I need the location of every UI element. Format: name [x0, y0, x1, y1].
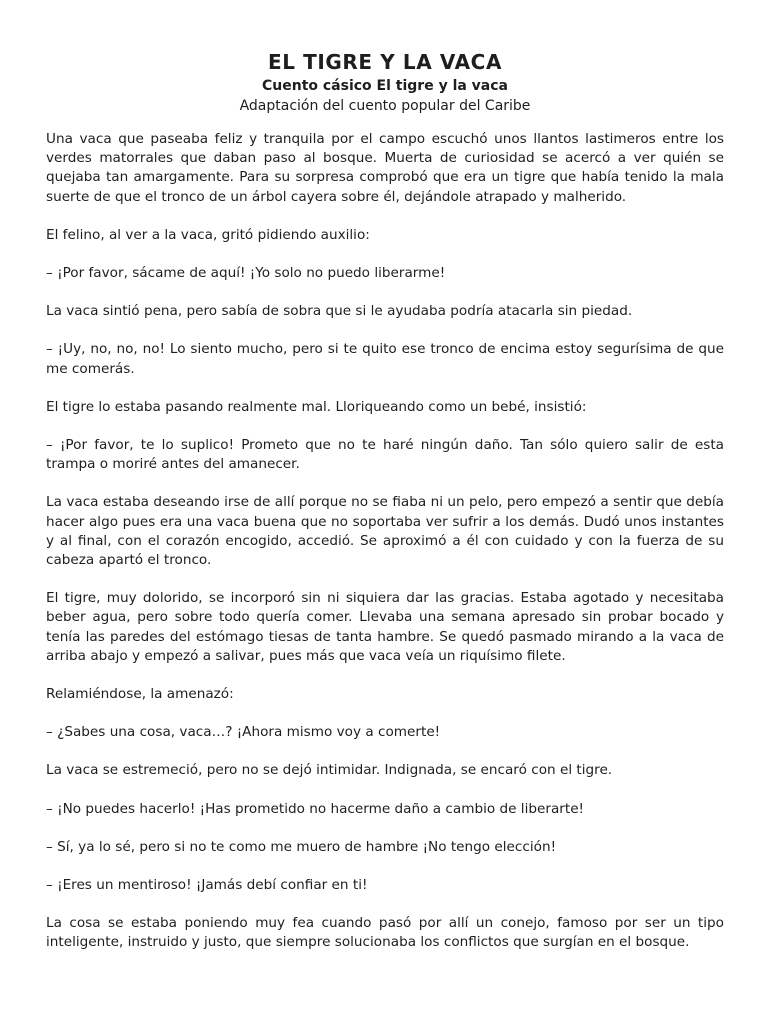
document-credit: Adaptación del cuento popular del Caribe — [239, 98, 531, 114]
story-paragraph: El tigre, muy dolorido, se incorporó sin ni siquiera dar las gracias. Estaba agotado y necesitaba beber agua, pero sobre todo quería comer. Llevaba una semana apresado sin probar bocado y tenía las paredes del estómago tiesas de tanta hambre. Se quedó pasmado mirando a la vaca de arriba abajo y empezó a salivar, pues más que vaca veía un riquísimo filete. — [46, 590, 724, 664]
story-paragraph: – ¡Por favor, te lo suplico! Prometo que no te haré ningún daño. Tan sólo quiero salir de esta trampa o moriré antes del amanecer. — [46, 437, 724, 473]
story-paragraph: El tigre lo estaba pasando realmente mal. Lloriqueando como un bebé, insistió: — [46, 398, 587, 415]
story-paragraph: – ¡Uy, no, no, no! Lo siento mucho, pero si te quito ese tronco de encima estoy segurísima de que me comerás. — [46, 341, 724, 377]
story-paragraph: – ¡Eres un mentiroso! ¡Jamás debí confiar en ti! — [46, 877, 368, 894]
story-paragraph: – ¡No puedes hacerlo! ¡Has prometido no hacerme daño a cambio de liberarte! — [46, 800, 585, 817]
document-subtitle: Cuento cásico El tigre y la vaca — [261, 78, 509, 94]
story-body — [46, 130, 724, 953]
story-paragraph: La vaca estaba deseando irse de allí porque no se fiaba ni un pelo, pero empezó a sentir que debía hacer algo pues era una vaca buena que no soportaba ver sufrir a los demás. Dudó unos instantes y al final, con el corazón encogido, accedió. Se aproximó a él con cuidado y con la fuerza de su cabeza apartó el tronco. — [46, 494, 724, 569]
document-title: EL TIGRE Y LA VACA — [267, 50, 503, 74]
story-paragraph: La vaca sintió pena, pero sabía de sobra que si le ayudaba podría atacarla sin piedad. — [46, 303, 633, 320]
story-paragraph: – ¡Por favor, sácame de aquí! ¡Yo solo no puedo liberarme! — [46, 265, 446, 282]
story-paragraph: La vaca se estremeció, pero no se dejó intimidar. Indignada, se encaró con el tigre. — [46, 762, 613, 779]
story-paragraph: El felino, al ver a la vaca, gritó pidiendo auxilio: — [46, 226, 370, 243]
story-paragraph: La cosa se estaba poniendo muy fea cuando pasó por allí un conejo, famoso por ser un tipo inteligente, instruido y justo, que siempre solucionaba los conflictos que surgían en el bosque. — [46, 915, 724, 951]
story-paragraph: – Sí, ya lo sé, pero si no te como me muero de hambre ¡No tengo elección! — [46, 838, 557, 855]
story-paragraph: – ¿Sabes una cosa, vaca…? ¡Ahora mismo voy a comerte! — [46, 724, 441, 741]
story-paragraph: Una vaca que paseaba feliz y tranquila por el campo escuchó unos llantos lastimeros entre los verdes matorrales que daban paso al bosque. Muerta de curiosidad se acercó a ver quién se quejaba tan amargamente. Para su sorpresa comprobó que era un tigre que había tenido la mala suerte de que el tronco de un árbol cayera sobre él, dejándole atrapado y malherido. — [46, 131, 724, 205]
story-paragraph: Relamiéndose, la amenazó: — [46, 686, 234, 703]
